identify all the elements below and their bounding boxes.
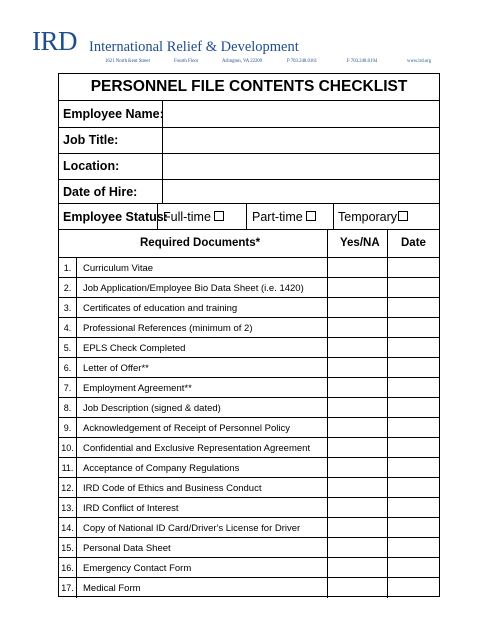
row-number: 8. — [63, 403, 72, 413]
divider — [59, 179, 439, 180]
document-name: Job Description (signed & dated) — [83, 403, 221, 414]
row-number: 15. — [61, 543, 74, 553]
divider — [59, 437, 439, 438]
document-name: Emergency Contact Form — [83, 563, 192, 574]
divider — [59, 100, 439, 101]
form-title: PERSONNEL FILE CONTENTS CHECKLIST — [90, 78, 408, 95]
address-website: www.ird.org — [407, 59, 432, 64]
document-name: Personal Data Sheet — [83, 543, 171, 554]
letterhead — [32, 28, 462, 68]
divider — [59, 229, 439, 230]
address-floor: Fourth Floor — [174, 59, 199, 64]
divider — [59, 397, 439, 398]
address-fax: F 703.248.0194 — [347, 59, 378, 64]
temporary-label: Temporary — [338, 210, 398, 224]
date-of-hire-label: Date of Hire: — [63, 185, 138, 199]
divider — [76, 257, 77, 598]
divider — [59, 417, 439, 418]
required-documents-header: Required Documents* — [140, 237, 261, 249]
document-name: Acknowledgement of Receipt of Personnel Policy — [83, 423, 291, 434]
location-label: Location: — [63, 159, 120, 173]
divider — [387, 229, 388, 598]
row-number: 14. — [61, 523, 74, 533]
divider — [157, 203, 158, 229]
divider — [59, 317, 439, 318]
document-name: Letter of Offer** — [83, 363, 149, 374]
divider — [59, 477, 439, 478]
divider — [59, 537, 439, 538]
row-number: 3. — [63, 303, 72, 313]
row-number: 13. — [61, 503, 74, 513]
divider — [59, 577, 439, 578]
row-number: 10. — [61, 443, 74, 453]
document-name: Curriculum Vitae — [83, 263, 154, 274]
document-name: Certificates of education and training — [83, 303, 238, 314]
ird-logo: IRD — [32, 26, 77, 56]
document-name: IRD Conflict of Interest — [83, 503, 179, 514]
address-phone: P 703.248.0161 — [287, 59, 318, 64]
row-number: 4. — [63, 323, 72, 333]
document-name: IRD Code of Ethics and Business Conduct — [83, 483, 262, 494]
document-name: Copy of National ID Card/Driver's License for Driver — [83, 523, 301, 534]
employee-name-label: Employee Name: — [63, 107, 164, 121]
part-time-checkbox[interactable] — [306, 211, 316, 221]
divider — [59, 127, 439, 128]
document-name: Acceptance of Company Regulations — [83, 463, 240, 474]
temporary-option[interactable] — [338, 210, 408, 224]
row-number: 6. — [63, 363, 72, 373]
row-number: 1. — [63, 263, 72, 273]
divider — [59, 357, 439, 358]
checklist-form — [58, 73, 440, 597]
divider — [333, 203, 334, 229]
row-number: 12. — [61, 483, 74, 493]
date-header: Date — [401, 237, 426, 249]
divider — [162, 100, 163, 203]
yes-na-header: Yes/NA — [340, 237, 380, 249]
divider — [59, 203, 439, 204]
divider — [59, 297, 439, 298]
part-time-option[interactable] — [252, 210, 316, 224]
organization-name: International Relief & Development — [89, 39, 299, 55]
divider — [59, 517, 439, 518]
document-name: Professional References (minimum of 2) — [83, 323, 253, 334]
divider — [59, 497, 439, 498]
address-street: 1621 North Kent Street — [105, 59, 150, 64]
document-name: EPLS Check Completed — [83, 343, 186, 354]
divider — [59, 557, 439, 558]
divider — [59, 277, 439, 278]
row-number: 2. — [63, 283, 72, 293]
address-city: Arlington, VA 22209 — [222, 59, 263, 64]
document-name: Job Application/Employee Bio Data Sheet (i.e. 1420) — [83, 283, 304, 294]
divider — [327, 229, 328, 598]
full-time-label: Full-time — [163, 210, 211, 224]
document-name: Medical Form — [83, 583, 141, 594]
divider — [59, 457, 439, 458]
row-number: 11. — [61, 463, 74, 473]
document-name: Confidential and Exclusive Representation Agreement — [83, 443, 311, 454]
row-number: 16. — [61, 563, 74, 573]
full-time-checkbox[interactable] — [214, 211, 224, 221]
divider — [246, 203, 247, 229]
document-name: Employment Agreement** — [83, 383, 192, 394]
divider — [59, 337, 439, 338]
full-time-option[interactable] — [163, 210, 224, 224]
row-number: 9. — [63, 423, 72, 433]
divider — [59, 257, 439, 258]
divider — [59, 377, 439, 378]
divider — [59, 153, 439, 154]
row-number: 7. — [63, 383, 72, 393]
job-title-label: Job Title: — [63, 133, 119, 147]
temporary-checkbox[interactable] — [398, 211, 408, 221]
row-number: 17. — [61, 583, 74, 593]
employee-status-label: Employee Status: — [63, 210, 168, 224]
part-time-label: Part-time — [252, 210, 303, 224]
row-number: 5. — [63, 343, 72, 353]
